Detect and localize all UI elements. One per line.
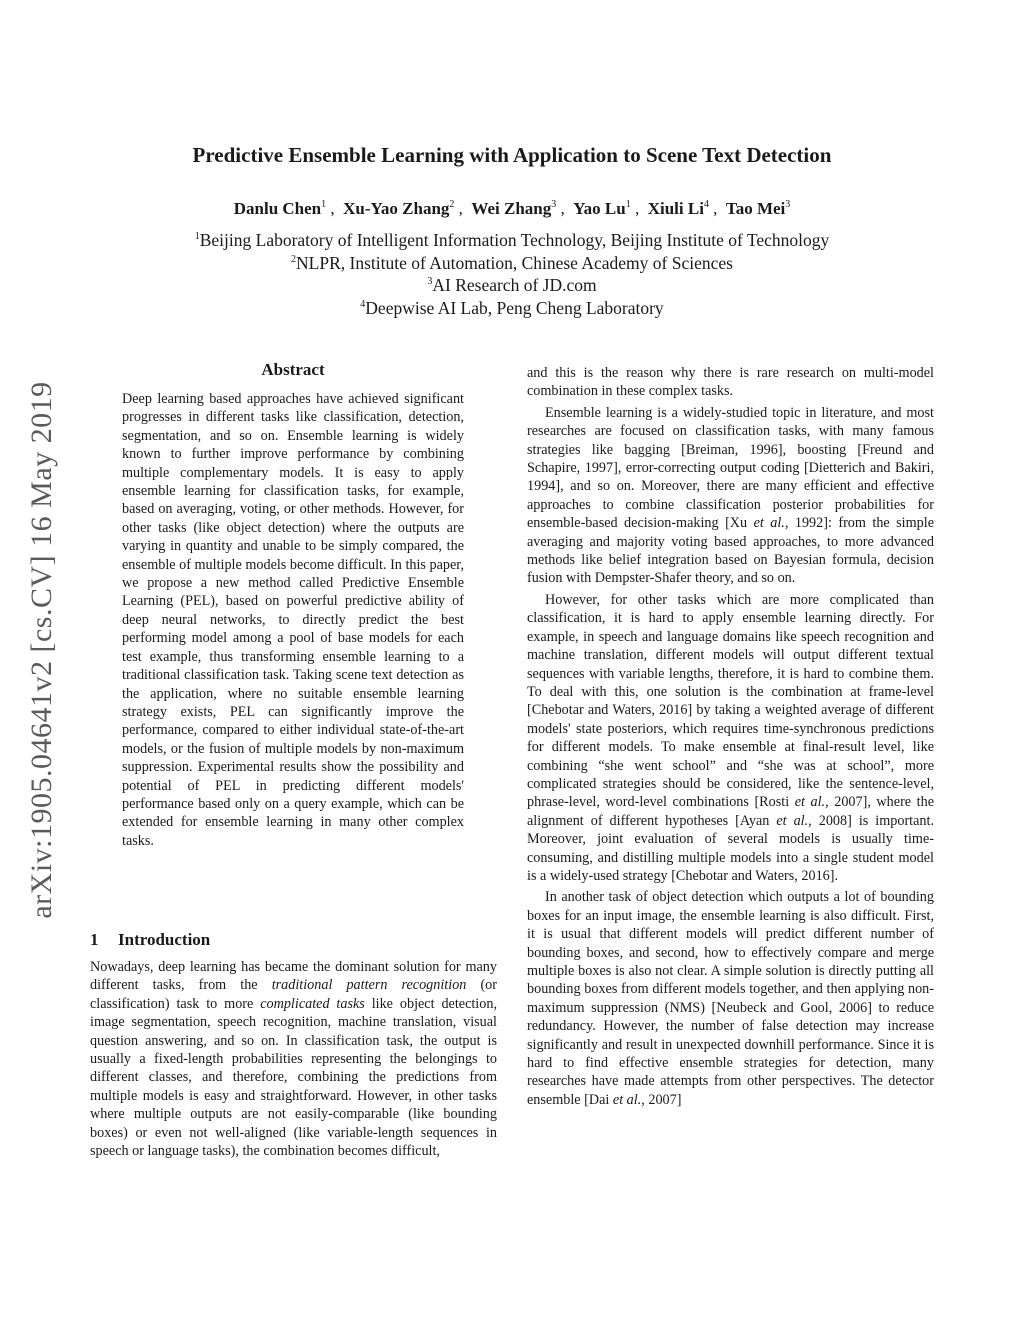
affiliation: $^2$NLPR, Institute of Automation, Chinese Academy of Sciences — [291, 252, 733, 273]
affiliation: $^4$Deepwise AI Lab, Peng Cheng Laboratory — [360, 297, 664, 318]
author-name: Xiuli Li — [647, 199, 704, 218]
affiliation-list — [0, 229, 1024, 319]
paragraph: and this is the reason why there is rare research on multi-model combination in these complex tasks. — [527, 365, 934, 400]
arxiv-identifier: arXiv:1905.04641v2 [cs.CV] 16 May 2019 — [25, 381, 58, 919]
author-name: Xu-Yao Zhang — [343, 199, 450, 218]
author-name: Wei Zhang — [471, 199, 552, 218]
right-column-body — [527, 364, 934, 1112]
author-name: Yao Lu — [573, 199, 626, 218]
paragraph: However, for other tasks which are more complicated than classification, it is hard to apply ensemble learning directly. For example, in speech and language domains like speech recognition and machine translation, different models will output different textual sequences with variable lengths, therefore, it is hard to combine them. To deal with this, one solution is the combination at frame-level [Chebotar and Waters, 2016] by taking a weighted average of different models' state posteriors, which requires time-synchronous predictions for different models. To make ensemble at final-result level, like combining “she went school” and “she was at school”, more complicated strategies should be considered, like the sentence-level, phrase-level, word-level combinations [Rosti et al., 2007], where the alignment of different hypotheses [Ayan et al., 2008] is important. Moreover, joint evaluation of several models is usually time-consuming, and distilling multiple models into a single student model is a widely-used strategy [Chebotar and Waters, 2016]. — [527, 591, 934, 884]
abstract-body — [122, 390, 464, 853]
paper-title: Predictive Ensemble Learning with Application to Scene Text Detection — [192, 143, 832, 167]
affiliation: $^3$AI Research of JD.com — [427, 275, 597, 295]
abstract-text: Deep learning based approaches have achieved significant progresses in different tasks like classification, detection, segmentation, and so on. Ensemble learning is widely known to further improve performance by combining multiple complementary models. It is easy to apply ensemble learning for classification tasks, for example, based on averaging, voting, or other methods. However, for other tasks (like object detection) where the outputs are varying in quantity and unable to be simply compared, the ensemble of multiple models become difficult. In this paper, we propose a new method called Predictive Ensemble Learning (PEL), based on powerful predictive ability of deep neural networks, to directly predict the best performing model among a pool of base models for each test example, thus transforming ensemble learning to a traditional classification task. Taking scene text detection as the application, where no suitable ensemble learning strategy exists, PEL can significantly improve the performance, compared to either individual state-of-the-art models, or the fusion of multiple models by non-maximum suppression. Experimental results show the possibility and potential of PEL in predicting different models' performance based only on a query example, which can be extended for ensemble learning in many other complex tasks. — [122, 391, 464, 849]
author-name: Tao Mei — [725, 199, 786, 218]
author-list: Danlu Chen$^1$ , Xu-Yao Zhang$^2$ , Wei Zhang$^3$ , Yao Lu$^1$ , Xiuli Li$^4$ , Tao Mei$^3$ — [233, 199, 791, 218]
paragraph: In another task of object detection which outputs a lot of bounding boxes for an input image, the ensemble learning is also difficult. First, it is usual that different models will predict different number of bounding boxes, and second, how to effectively compare and merge multiple boxes is also not clear. A simple solution is directly putting all bounding boxes from different models together, and then applying non-maximum suppression (NMS) [Neubeck and Gool, 2006] to reduce redundancy. However, the number of false detection may increase significantly and result in unexpected downhill performance. Since it is hard to find effective ensemble strategies for detection, many researches have made attempts from other perspectives. The detector ensemble [Dai et al., 2007] — [527, 889, 934, 1108]
paragraph: Ensemble learning is a widely-studied topic in literature, and most researches are focused on classification tasks, with many famous strategies like bagging [Breiman, 1996], boosting [Freund and Schapire, 1997], error-correcting output coding [Dietterich and Bakiri, 1994], and so on. Moreover, there are many efficient and effective approaches to combine classification posterior probabilities for ensemble-based decision-making [Xu et al., 1992]: from the simple averaging and majority voting based approaches, to more advanced methods like belief integration based on Bayesian formula, decision fusion with Dempster-Shafer theory, and so on. — [527, 404, 934, 587]
section-heading-introduction: 1 Introduction — [90, 930, 211, 949]
author-name: Danlu Chen — [233, 199, 322, 218]
affiliation: $^1$Beijing Laboratory of Intelligent Information Technology, Beijing Institute of Technology — [194, 230, 830, 250]
introduction-body — [90, 958, 497, 1163]
paragraph: Nowadays, deep learning has became the dominant solution for many different tasks, from the traditional pattern recognition (or classification) task to more complicated tasks like object detection, image segmentation, speech recognition, machine translation, visual question answering, and so on. In classification task, the output is usually a fixed-length probabilities representing the belongings to different classes, and therefore, combining the predictions from multiple models is easy and straightforward. However, in other tasks where multiple outputs are not easily-comparable (like bounding boxes) or even not well-aligned (like variable-length sequences in speech or language tasks), the combination becomes difficult, — [90, 959, 497, 1160]
abstract-heading: Abstract — [261, 360, 325, 379]
